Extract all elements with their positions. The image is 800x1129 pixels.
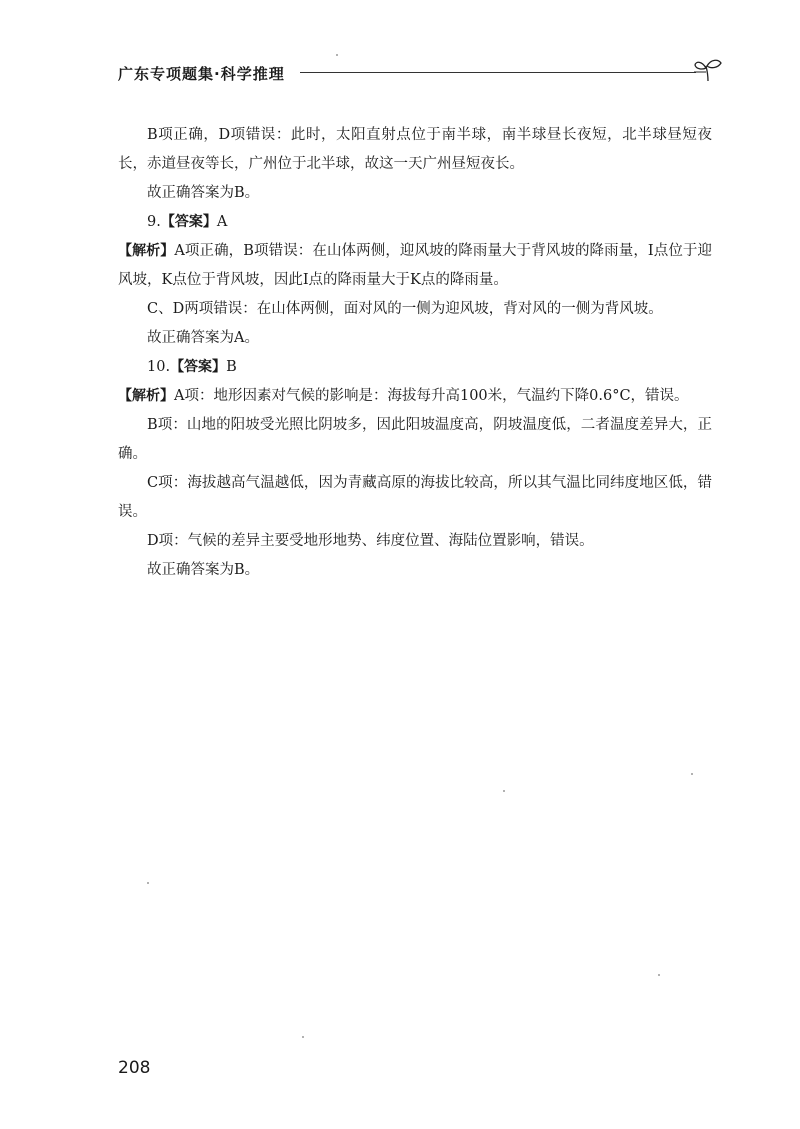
analysis-text: A项正确，B项错误：在山体两侧，迎风坡的降雨量大于背风坡的降雨量，I点位于迎风坡，K点位于背风坡，因此I点的降雨量大于K点的降雨量。 <box>118 243 712 288</box>
scan-speck <box>302 1036 304 1038</box>
header-rule <box>300 72 696 73</box>
question-number: 9. <box>147 214 161 230</box>
answer-value: B <box>226 359 237 375</box>
answer-explanations <box>118 121 712 585</box>
paragraph-d-option: D项：气候的差异主要受地形地势、纬度位置、海陆位置影响，错误。 <box>147 533 594 549</box>
question-number: 10. <box>147 359 171 375</box>
correct-answer-a-line: 故正确答案为A。 <box>147 330 259 346</box>
header-title: 广东专项题集·科学推理 <box>118 65 285 83</box>
correct-answer-b-line: 故正确答案为B。 <box>147 185 260 201</box>
page-number: 208 <box>118 1058 151 1078</box>
scan-speck <box>691 773 693 775</box>
answer-tag: 【答案】 <box>170 359 227 375</box>
scan-speck <box>336 54 338 56</box>
paragraph-b-option: B项：山地的阳坡受光照比阴坡多，因此阳坡温度高，阴坡温度低，二者温度差异大，正确。 <box>118 417 712 462</box>
paragraph-c-d-explanation: C、D两项错误：在山体两侧，面对风的一侧为迎风坡，背对风的一侧为背风坡。 <box>147 301 663 317</box>
question-9-analysis <box>118 237 712 295</box>
question-10-analysis <box>118 382 712 411</box>
scan-speck <box>503 790 505 792</box>
scan-speck <box>147 882 149 884</box>
running-header <box>118 58 722 88</box>
paragraph-c-option: C项：海拔越高气温越低，因为青藏高原的海拔比较高，所以其气温比同纬度地区低，错误。 <box>118 475 712 520</box>
sprout-icon <box>694 58 722 82</box>
question-9-answer <box>118 208 712 237</box>
paragraph-b-d-explanation: B项正确，D项错误：此时，太阳直射点位于南半球，南半球昼长夜短，北半球昼短夜长，赤道昼夜等长，广州位于北半球，故这一天广州昼短夜长。 <box>118 127 712 172</box>
analysis-tag: 【解析】 <box>118 243 175 259</box>
correct-answer-b-final: 故正确答案为B。 <box>147 562 260 578</box>
analysis-tag: 【解析】 <box>118 388 174 404</box>
answer-value: A <box>216 214 228 230</box>
analysis-text: A项：地形因素对气候的影响是：海拔每升高100米，气温约下降0.6°C，错误。 <box>174 388 689 404</box>
answer-tag: 【答案】 <box>160 214 217 230</box>
question-10-answer <box>118 353 712 382</box>
scan-speck <box>658 974 660 976</box>
